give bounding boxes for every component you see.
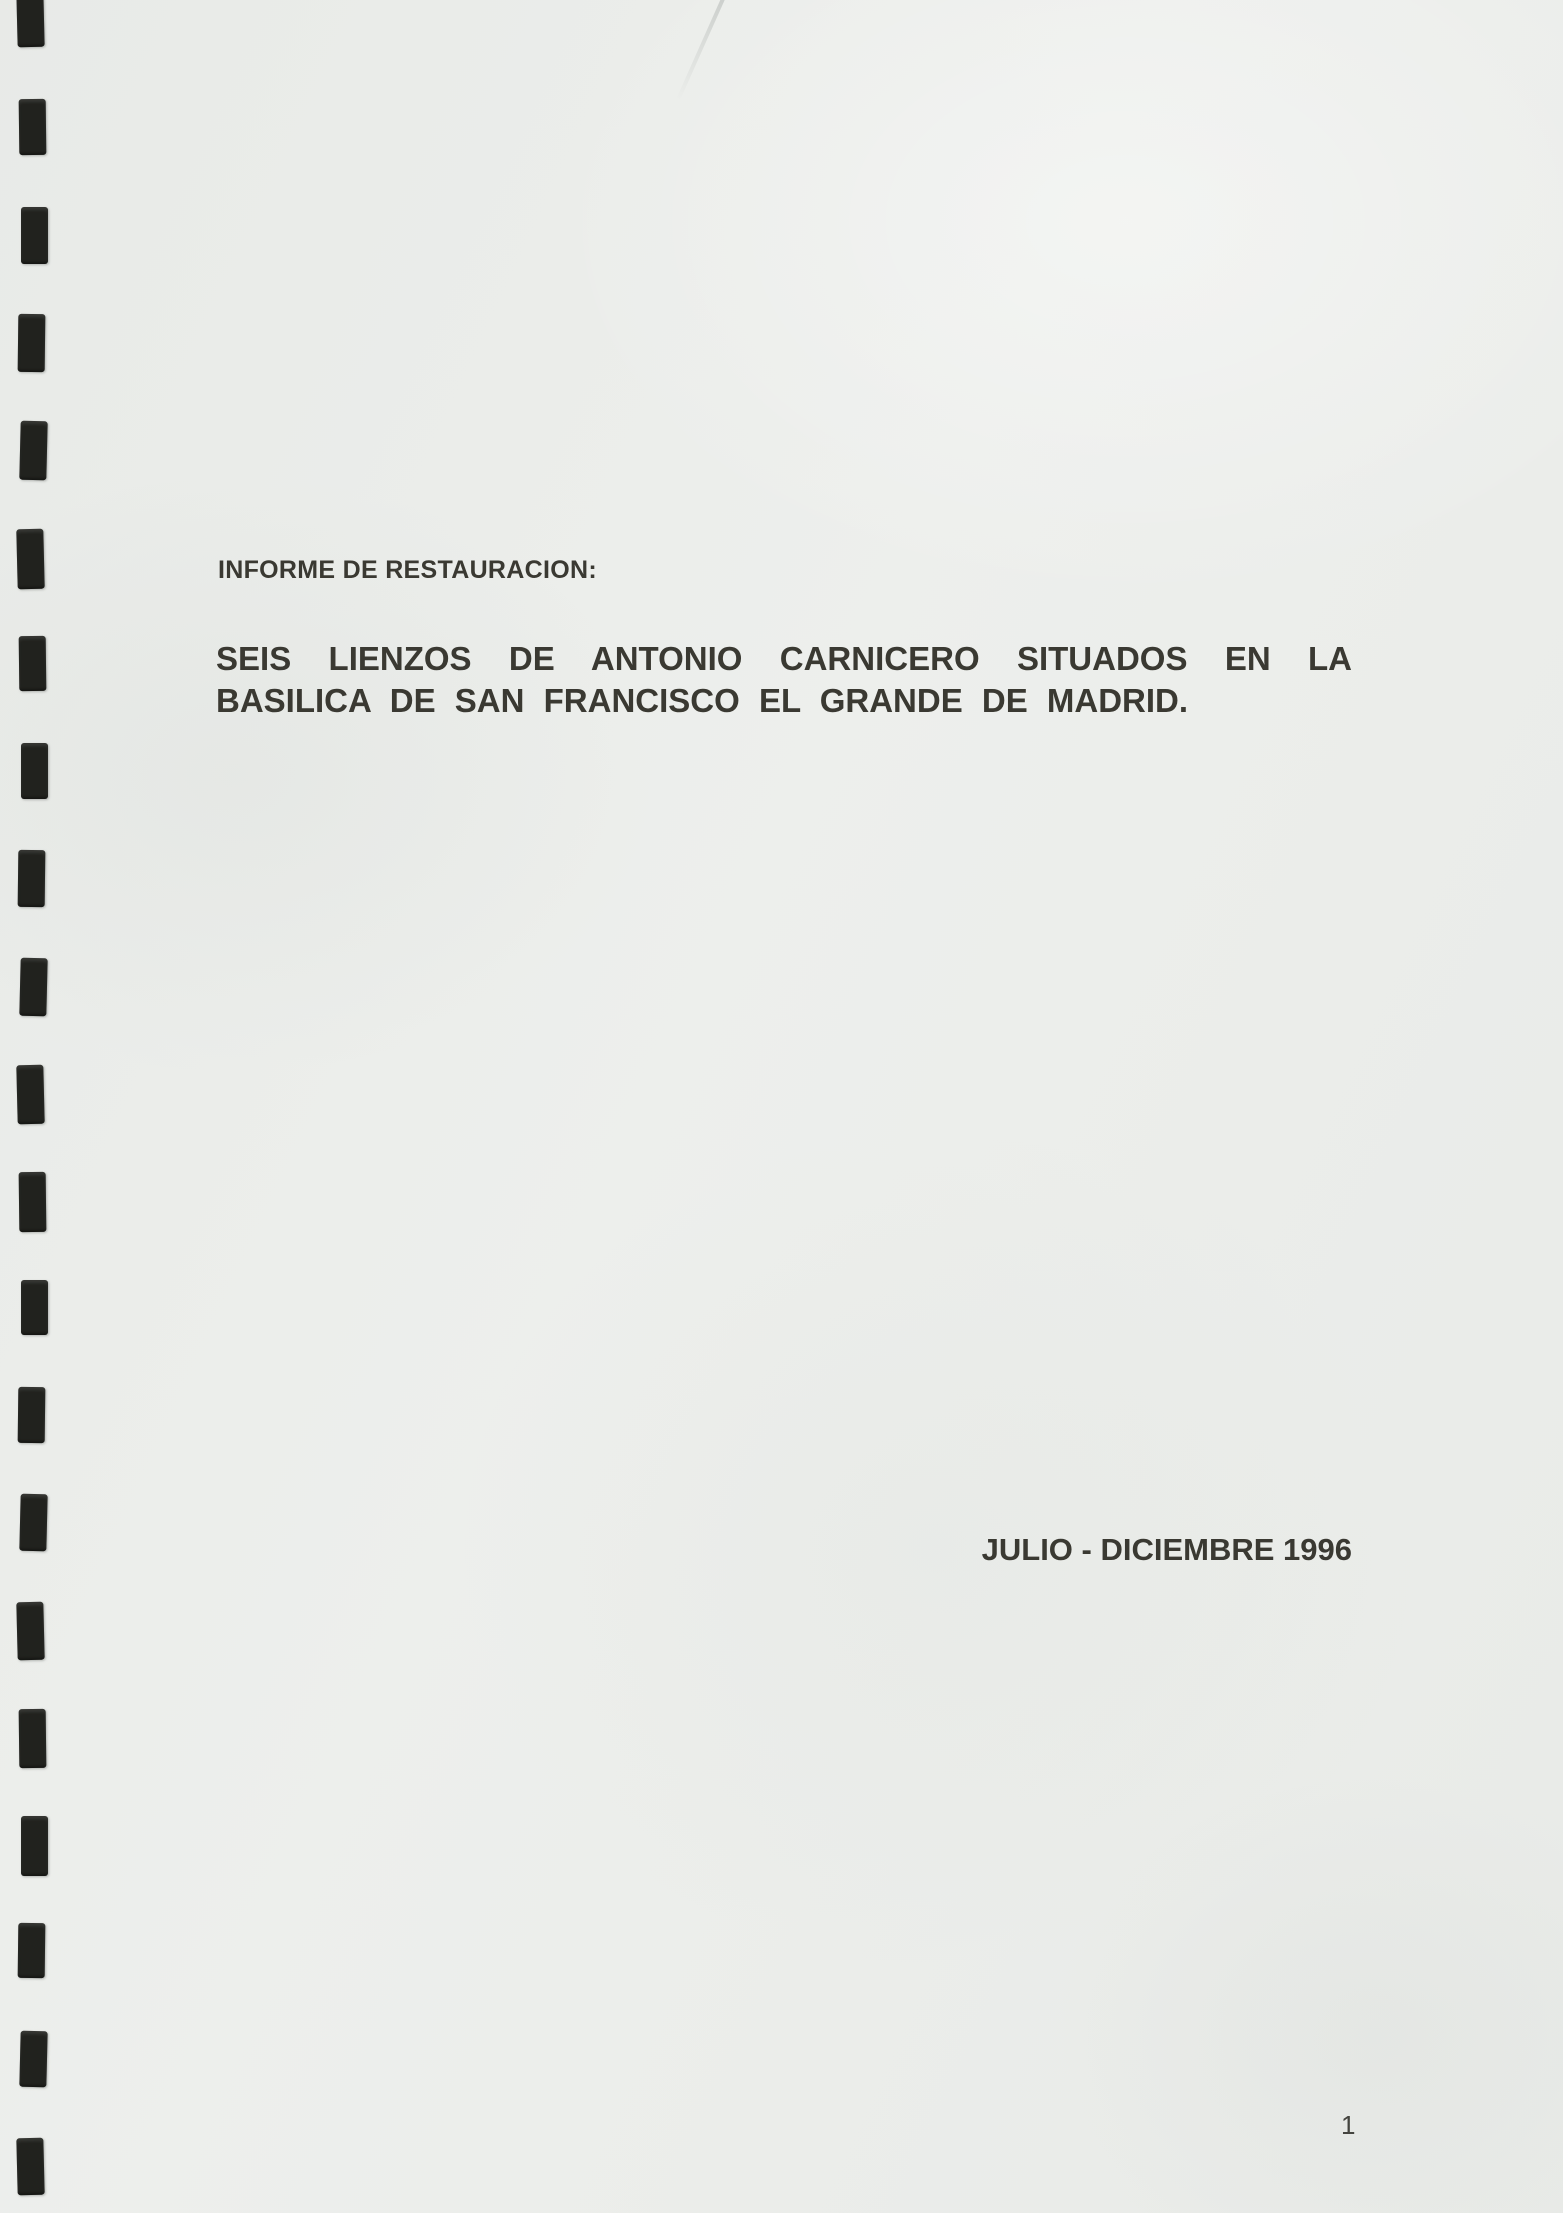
binding-hole xyxy=(19,1494,47,1552)
binding-hole xyxy=(16,1065,44,1125)
report-title xyxy=(216,638,1352,721)
report-title-line-2: BASILICA DE SAN FRANCISCO EL GRANDE DE MADRID. xyxy=(216,682,1189,719)
report-date-range: JULIO - DICIEMBRE 1996 xyxy=(981,1532,1352,1567)
binding-hole xyxy=(19,1709,47,1768)
binding-hole xyxy=(18,850,46,907)
binding-hole xyxy=(16,0,44,47)
binding-hole xyxy=(18,1387,46,1443)
binding-hole xyxy=(21,1816,48,1876)
binding-hole xyxy=(21,1280,48,1335)
binding-hole xyxy=(19,636,47,691)
binding-hole xyxy=(19,1172,47,1232)
binding-hole xyxy=(21,207,48,264)
binding-hole xyxy=(19,957,47,1016)
binding-hole xyxy=(16,1601,44,1660)
report-title-line-1: SEIS LIENZOS DE ANTONIO CARNICERO SITUADOS EN LA xyxy=(216,640,1352,677)
binding-hole xyxy=(16,528,44,589)
report-type-heading: INFORME DE RESTAURACION: xyxy=(218,556,597,584)
binding-hole xyxy=(18,314,46,372)
binding-hole xyxy=(19,99,47,155)
binding-hole xyxy=(21,743,48,799)
binding-strip xyxy=(0,0,70,2213)
binding-hole xyxy=(18,1923,46,1978)
binding-hole xyxy=(16,2138,44,2196)
page-number: 1 xyxy=(1341,2110,1356,2140)
binding-hole xyxy=(19,2030,47,2087)
binding-hole xyxy=(19,421,47,481)
